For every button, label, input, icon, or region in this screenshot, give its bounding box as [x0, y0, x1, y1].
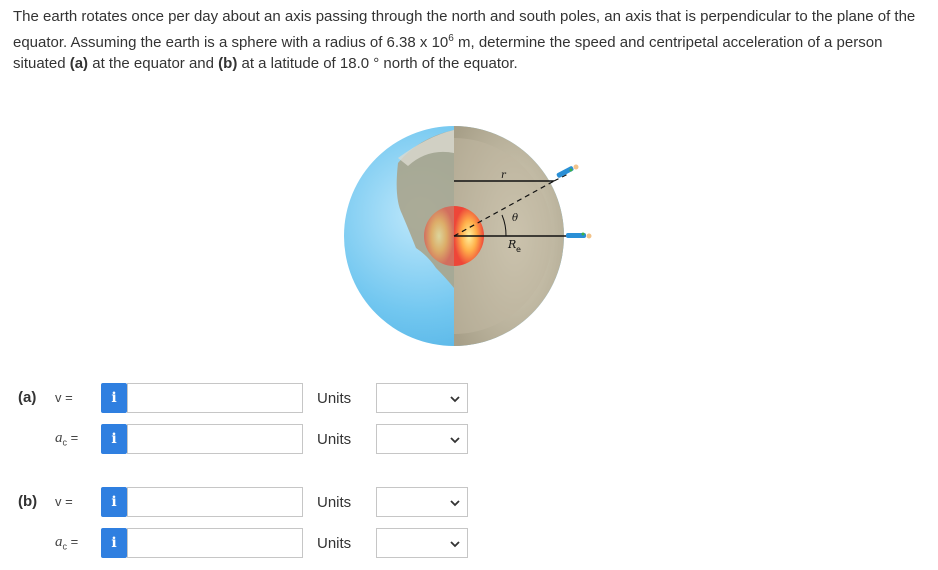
- info-icon[interactable]: i: [101, 487, 127, 517]
- problem-text: m, determine the speed and centripetal acceleration of a person situated: [13, 33, 883, 72]
- accel-label-b: $a_c$ =: [55, 534, 79, 552]
- person-at-equator-icon: [566, 233, 592, 239]
- accel-label-a: $a_c$ =: [55, 430, 79, 448]
- part-a-marker: (a): [69, 55, 89, 72]
- earth-diagram: [338, 118, 608, 358]
- part-b-marker: (b): [218, 55, 238, 72]
- info-icon[interactable]: i: [101, 383, 127, 413]
- units-select-accel-b[interactable]: [376, 528, 468, 558]
- units-label: Units: [317, 390, 352, 407]
- chevron-down-icon: [449, 497, 461, 509]
- problem-text: at the equator and: [88, 55, 219, 72]
- part-a-label: (a): [18, 389, 37, 406]
- chevron-down-icon: [449, 538, 461, 550]
- problem-text: at a latitude of 18.0 ° north of the equator.: [237, 55, 518, 72]
- speed-input-b[interactable]: [127, 487, 303, 517]
- chevron-down-icon: [449, 393, 461, 405]
- chevron-down-icon: [449, 434, 461, 446]
- accel-input-b[interactable]: [127, 528, 303, 558]
- speed-label-b: v =: [55, 494, 73, 509]
- problem-statement: [13, 6, 928, 75]
- info-icon[interactable]: i: [101, 424, 127, 454]
- accel-input-a[interactable]: [127, 424, 303, 454]
- units-label: Units: [317, 535, 352, 552]
- r-label: r: [501, 170, 506, 181]
- theta-label: θ: [512, 213, 519, 224]
- person-at-latitude-icon: [556, 165, 579, 179]
- units-label: Units: [317, 431, 352, 448]
- radius-label: R: [508, 238, 517, 251]
- units-label: Units: [317, 494, 352, 511]
- units-select-speed-b[interactable]: [376, 487, 468, 517]
- radius-subscript: e: [516, 245, 521, 254]
- problem-text: The earth rotates once per day about an axis passing through the north and south poles, an axis that is perpendicular to the plane of the equator. Assuming the earth is a sphere with a radius of 6.38 x 10: [13, 8, 916, 51]
- speed-input-a[interactable]: [127, 383, 303, 413]
- earth-figure: [338, 118, 608, 358]
- units-select-speed-a[interactable]: [376, 383, 468, 413]
- speed-label-a: v =: [55, 390, 73, 405]
- units-select-accel-a[interactable]: [376, 424, 468, 454]
- info-icon[interactable]: i: [101, 528, 127, 558]
- part-b-label: (b): [18, 493, 38, 510]
- exponent: 6: [448, 32, 454, 44]
